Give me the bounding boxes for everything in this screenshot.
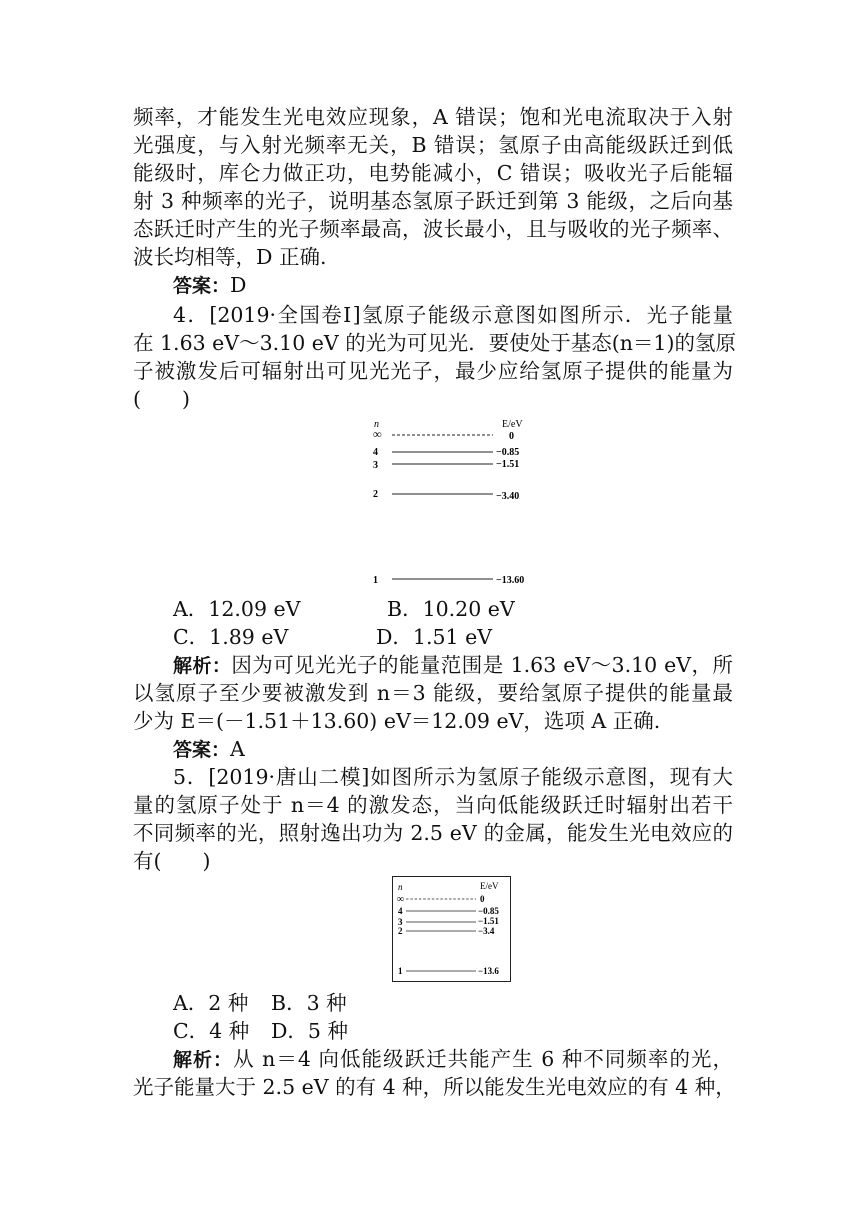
q5-option-c: C．4 种 (173, 1019, 250, 1043)
diagram2-level-inf-n: ∞ (397, 894, 405, 905)
diagram2-level-3-n: 3 (398, 917, 403, 927)
answer-value: D (230, 273, 247, 297)
diagram1-level-1-n: 1 (373, 575, 378, 586)
diagram2-col-e: E/eV (480, 881, 499, 891)
answer-label: 答案： (173, 275, 231, 297)
q5-analysis-label: 解析： (173, 1049, 234, 1071)
q5-option-a: A．2 种 (173, 991, 249, 1015)
q5-line-3: 不同频率的光，照射逸出功为 2.5 eV 的金属，能发生光电效应的 (133, 821, 733, 845)
q4-analysis-line-3: 少为 E＝(－1.51＋13.60) eV＝12.09 eV，选项 A 正确. (133, 709, 661, 733)
diagram1-level-4-n: 4 (373, 447, 378, 458)
q5-option-d: D．5 种 (271, 1019, 348, 1043)
para1-line-2: 光强度，与入射光频率无关，B 错误；氢原子由高能级跃迁到低 (133, 133, 733, 157)
q4-option-c: C．1.89 eV (173, 625, 289, 649)
para1-line-3: 能级时，库仑力做正功，电势能减小，C 错误；吸收光子后能辐 (133, 161, 733, 185)
energy-level-svg-2 (392, 876, 511, 982)
q4-option-b: B．10.20 eV (387, 597, 515, 621)
q5-analysis-text-1: 从 n＝4 向低能级跃迁共能产生 6 种不同频率的光， (233, 1047, 733, 1071)
q4-analysis-line-1 (173, 651, 733, 680)
q5-line-2: 量的氢原子处于 n＝4 的激发态，当向低能级跃迁时辐射出若干 (133, 793, 733, 817)
diagram2-level-1-n: 1 (398, 966, 403, 976)
diagram2-col-n: n (398, 882, 403, 892)
diagram1-level-inf-e: 0 (509, 431, 514, 442)
diagram2-level-3-e: −1.51 (478, 916, 499, 926)
q4-analysis-line-2: 以氢原子至少要被激发到 n＝3 能级，要给氢原子提供的能量最 (133, 681, 733, 705)
diagram1-level-inf-n: ∞ (373, 427, 382, 441)
q4-analysis-label: 解析： (173, 655, 232, 677)
diagram1-col-e: E/eV (502, 419, 523, 430)
diagram1-col-n: n (374, 419, 379, 430)
diagram1-level-3-n: 3 (373, 460, 378, 471)
diagram1-level-2-e: −3.40 (496, 491, 520, 502)
diagram2-level-4-n: 4 (398, 906, 403, 916)
q4-option-a: A．12.09 eV (173, 597, 301, 621)
para1-line-4: 射 3 种频率的光子，说明基态氢原子跃迁到第 3 能级，之后向基 (133, 189, 733, 213)
answer-4-value: A (230, 737, 245, 761)
energy-level-diagram-2 (392, 876, 511, 982)
q4-line-4: ( ) (133, 387, 190, 411)
para1-line-1: 频率，才能发生光电效应现象，A 错误；饱和光电流取决于入射 (133, 105, 733, 129)
q4-line-3: 子被激发后可辐射出可见光光子，最少应给氢原子提供的能量为 (133, 359, 733, 383)
diagram2-level-2-e: −3.4 (478, 926, 495, 936)
para1-line-5: 态跃迁时产生的光子频率最高，波长最小，且与吸收的光子频率、 (133, 217, 733, 241)
energy-level-diagram-1 (365, 415, 535, 590)
diagram1-level-1-e: −13.60 (496, 575, 525, 586)
q5-option-b: B．3 种 (271, 991, 347, 1015)
q4-line-2: 在 1.63 eV～3.10 eV 的光为可见光．要使处于基态(n＝1)的氢原 (133, 331, 736, 355)
answer-4 (173, 735, 733, 764)
q5-analysis-line-1 (173, 1045, 733, 1074)
q4-line-1: 4．[2019·全国卷Ⅰ]氢原子能级示意图如图所示．光子能量 (173, 303, 733, 327)
q5-line-4: 有( ) (133, 849, 211, 873)
diagram2-level-2-n: 2 (398, 926, 403, 936)
q4-analysis-text-1: 因为可见光光子的能量范围是 1.63 eV～3.10 eV，所 (231, 653, 733, 677)
q5-analysis-line-2: 光子能量大于 2.5 eV 的有 4 种，所以能发生光电效应的有 4 种， (133, 1075, 736, 1099)
diagram1-level-2-n: 2 (373, 489, 378, 500)
diagram1-level-3-e: −1.51 (496, 459, 520, 470)
q5-line-1: 5．[2019·唐山二模]如图所示为氢原子能级示意图，现有大 (173, 765, 733, 789)
q4-option-d: D．1.51 eV (376, 625, 493, 649)
answer-4-label: 答案： (173, 739, 231, 761)
para1-line-6: 波长均相等，D 正确. (133, 245, 327, 269)
answer-3 (173, 271, 733, 300)
diagram1-level-4-e: −0.85 (496, 447, 520, 458)
diagram2-level-1-e: −13.6 (478, 966, 499, 976)
energy-level-svg-1 (365, 415, 535, 590)
diagram2-level-4-e: −0.85 (478, 906, 499, 916)
diagram2-level-inf-e: 0 (480, 894, 485, 904)
